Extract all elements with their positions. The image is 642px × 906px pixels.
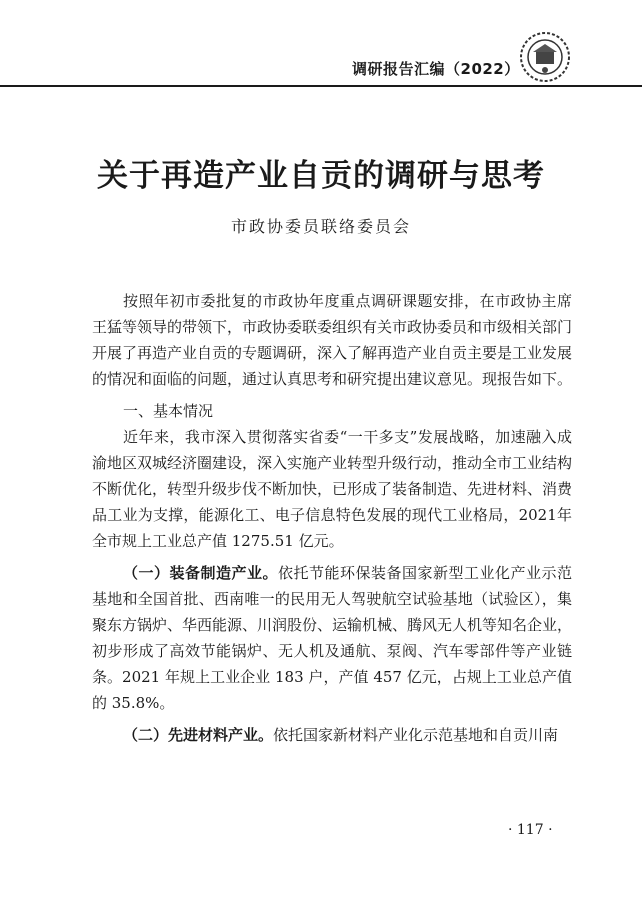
- intro-paragraph: 按照年初市委批复的市政协年度重点调研课题安排，在市政协主席王猛等领导的带领下，市政协委联委组织有关市政协委员和市级相关部门开展了再造产业自贡的专题调研，深入了解再造产业自贡主要是工业发展的情况和面临的问题，通过认真思考和研究提出建议意见。现报告如下。: [92, 292, 573, 388]
- subsection-heading-1: （一）装备制造产业。: [123, 564, 278, 582]
- section-paragraph: 近年来，我市深入贯彻落实省委“一干多支”发展战略，加速融入成渝地区双城经济圈建设，深入实施产业转型升级行动，推动全市工业结构不断优化，转型升级步伐不断加快，已形成了装备制造、先进材料、消费品工业为支撑，能源化工、电子信息特色发展的现代工业格局，2021年全市规上工业总产值 1275.51 亿元。: [92, 428, 573, 550]
- subsection-paragraph-1: [92, 560, 572, 716]
- article-author: 市政协委员联络委员会: [230, 217, 411, 236]
- subsection-text-1: 依托节能环保装备国家新型工业化产业示范基地和全国首批、西南唯一的民用无人驾驶航空试验基地（试验区），集聚东方锅炉、华西能源、川润股份、运输机械、腾风无人机等知名企业，初步形成了高效节能锅炉、无人机及通航、泵阀、汽车零部件等产业链条。2021 年规上工业企业 183 户，产值 457 亿元，占规上工业总产值的 35.8%。: [92, 564, 573, 712]
- section-heading: 一、基本情况: [123, 402, 214, 420]
- subsection-heading-2: （二）先进材料产业。: [123, 726, 274, 744]
- article-title: 关于再造产业自贡的调研与思考: [97, 158, 545, 194]
- page-number: · 117 ·: [508, 822, 553, 838]
- cppcc-emblem-icon: [518, 30, 572, 84]
- article-body: [92, 288, 572, 748]
- header-rule: [0, 85, 642, 87]
- subsection-text-2: 依托国家新材料产业化示范基地和自贡川南: [273, 726, 559, 744]
- subsection-paragraph-2: [92, 722, 572, 748]
- running-header: 调研报告汇编（2022）: [352, 60, 520, 78]
